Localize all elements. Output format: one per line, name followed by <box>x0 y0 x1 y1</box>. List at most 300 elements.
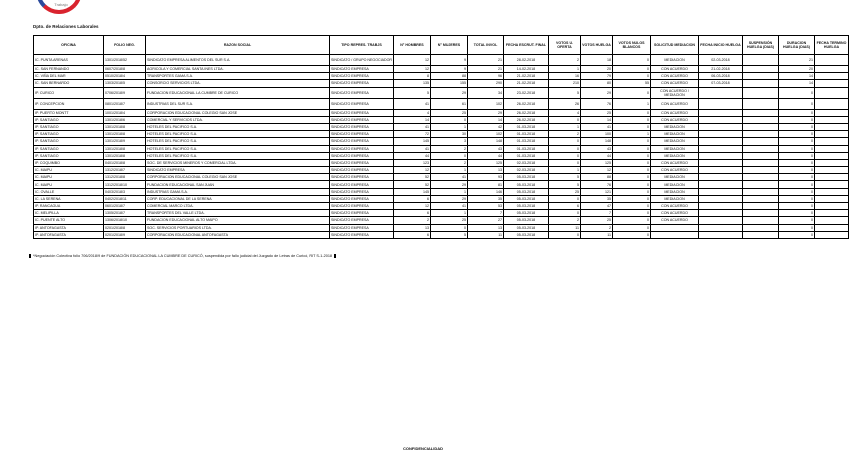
table-cell: IP. PUERTO MONTT <box>34 109 104 116</box>
table-cell: 0201/2018/8 <box>104 224 146 231</box>
table-cell: 21-02-2018 <box>504 80 549 87</box>
table-cell: 0403/2018/3 <box>104 188 146 195</box>
column-header: TIPO REPRES. TRABJS <box>330 36 394 55</box>
table-cell <box>699 203 743 210</box>
table-cell: AGRICOLA Y COMERCIAL SANTA INES LTDA. <box>146 66 330 73</box>
table-cell: 21 <box>468 66 504 73</box>
table-cell: IC. PUENTE ALTO <box>34 217 104 224</box>
table-cell: 2 <box>431 145 468 152</box>
table-cell: 0 <box>779 116 815 123</box>
table-cell: 25 <box>431 109 468 116</box>
table-cell: 102 <box>468 131 504 138</box>
table-row <box>34 55 849 66</box>
column-header: TOTAL INVOL <box>468 36 504 55</box>
column-header: VOTOS NULOS BLANCOS <box>613 36 651 55</box>
table-cell: 05-03-2018 <box>504 174 549 181</box>
table-row <box>34 66 849 73</box>
table-cell: 0 <box>613 109 651 116</box>
table-cell <box>699 145 743 152</box>
table-cell: 7 <box>581 210 613 217</box>
table-cell <box>815 55 849 66</box>
table-cell: 9 <box>431 55 468 66</box>
table-cell: 125 <box>468 159 504 166</box>
direccion-del-trabajo-logo <box>34 0 88 18</box>
table-cell <box>815 167 849 174</box>
table-cell: 0 <box>549 231 581 238</box>
table-cell <box>815 210 849 217</box>
table-cell: 145 <box>394 188 431 195</box>
column-header: SUSPENSIÓN HUELGA (DIAS) <box>743 36 779 55</box>
table-cell: CONSORCIO SERVICIOS LTDA. <box>146 80 330 87</box>
table-cell: 0 <box>613 231 651 238</box>
table-cell: IC. LA SERENA <box>34 195 104 202</box>
table-cell <box>815 181 849 188</box>
table-cell <box>815 159 849 166</box>
table-cell: 47 <box>581 203 613 210</box>
table-cell: 4 <box>549 109 581 116</box>
column-header: FOLIO NEG. <box>104 36 146 55</box>
table-cell: 41 <box>431 174 468 181</box>
table-cell: IP. COQUIMBO <box>34 159 104 166</box>
table-cell: 0706/2018/9 <box>104 87 146 98</box>
table-cell: MEDIACION <box>651 55 699 66</box>
table-cell: 05-03-2018 <box>504 181 549 188</box>
table-cell: IP. SANTIAGO <box>34 138 104 145</box>
table-cell: 05-03-2018 <box>504 210 549 217</box>
table-cell: 13 <box>394 224 431 231</box>
table-cell: 0402/2018/11 <box>104 195 146 202</box>
table-cell: 14 <box>468 116 504 123</box>
table-cell: SINDICATO EMPRESA <box>146 167 330 174</box>
table-cell: 05-03-2018 <box>504 231 549 238</box>
table-cell <box>815 138 849 145</box>
table-cell: 123 <box>394 159 431 166</box>
table-cell: 0 <box>779 188 815 195</box>
page-footer: CONFIDENCIALIDAD <box>403 446 443 451</box>
table-cell: SINDICATO EMPRESA <box>330 123 394 130</box>
table-cell: 2 <box>431 159 468 166</box>
table-cell: 26-02-2018 <box>504 98 549 109</box>
column-header: RAZON SOCIAL <box>146 36 330 55</box>
table-cell: 0 <box>779 152 815 159</box>
table-cell: SINDICATO EMPRESA <box>330 66 394 73</box>
table-cell: 26-02-2018 <box>504 109 549 116</box>
table-cell: SINDICATO EMPRESA <box>330 98 394 109</box>
table-cell: 29 <box>431 195 468 202</box>
table-row <box>34 152 849 159</box>
table-cell <box>815 98 849 109</box>
table-cell: 9 <box>431 66 468 73</box>
table-cell: IC. OVALLE <box>34 188 104 195</box>
table-cell <box>815 174 849 181</box>
table-cell: 135 <box>394 80 431 87</box>
table-cell: 14 <box>779 73 815 80</box>
table-cell: 35 <box>581 195 613 202</box>
table-row <box>34 181 849 188</box>
table-cell: 1303/2018/5 <box>104 80 146 87</box>
table-cell: 0 <box>779 131 815 138</box>
table-cell: SINDICATO / GRUPO NEGOCIADOR <box>330 55 394 66</box>
table-cell: 0 <box>779 203 815 210</box>
table-cell: MEDIACION <box>651 131 699 138</box>
table-cell <box>815 109 849 116</box>
table-cell: 0 <box>613 224 651 231</box>
table-cell <box>699 98 743 109</box>
table-cell: MEDIACION <box>651 181 699 188</box>
table-cell: 20 <box>581 66 613 73</box>
table-cell: IC. SAN FERNANDO <box>34 66 104 73</box>
table-cell <box>699 123 743 130</box>
table-cell: 0 <box>613 217 651 224</box>
table-cell: 1312/2018/10 <box>104 181 146 188</box>
table-cell: IC. MAIPU <box>34 181 104 188</box>
table-cell: 21-02-2018 <box>699 66 743 73</box>
table-cell: 0 <box>779 123 815 130</box>
table-cell: SINDICATO EMPRESA ALIMENTOS DEL SUR S.A. <box>146 55 330 66</box>
table-cell: 27 <box>468 217 504 224</box>
table-cell: 02-03-2018 <box>504 167 549 174</box>
table-cell: 0 <box>779 224 815 231</box>
table-cell <box>743 159 779 166</box>
table-cell: 0 <box>779 109 815 116</box>
table-cell: 05-03-2018 <box>504 224 549 231</box>
table-cell <box>743 55 779 66</box>
table-cell: 34 <box>468 87 504 98</box>
table-cell: 14-02-2018 <box>504 66 549 73</box>
table-cell <box>743 174 779 181</box>
table-cell: 72 <box>394 131 431 138</box>
table-cell: SINDICATO EMPRESA <box>330 203 394 210</box>
table-cell: 14 <box>394 116 431 123</box>
table-cell: 30 <box>431 131 468 138</box>
table-cell: 1301/2018/8 <box>104 145 146 152</box>
table-cell: MEDIACION <box>651 152 699 159</box>
table-cell: 0401/2018/8 <box>104 159 146 166</box>
table-cell: SINDICATO EMPRESA <box>330 167 394 174</box>
table-cell: 1 <box>549 123 581 130</box>
table-cell: IP. ANTOFAGASTA <box>34 224 104 231</box>
table-cell: 93 <box>468 174 504 181</box>
table-cell: CON ACUERDO <box>651 109 699 116</box>
table-cell: 23-02-2018 <box>504 87 549 98</box>
table-cell: 0 <box>613 195 651 202</box>
table-cell: 01-03-2018 <box>504 131 549 138</box>
table-cell <box>699 87 743 98</box>
table-cell: 1 <box>549 66 581 73</box>
table-cell: 0 <box>613 167 651 174</box>
table-cell: CON ACUERDO <box>651 217 699 224</box>
table-cell: CON ACUERDO <box>651 167 699 174</box>
table-cell: IC. PUNTA ARENAS <box>34 55 104 66</box>
table-cell: 1 <box>431 188 468 195</box>
table-cell: INDUSTRIAS DEL SUR S.A. <box>146 98 330 109</box>
table-cell: 20 <box>779 66 815 73</box>
table-cell: 0 <box>779 181 815 188</box>
table-cell <box>743 188 779 195</box>
table-cell: 11 <box>468 231 504 238</box>
table-cell: 1301/2018/8 <box>104 131 146 138</box>
table-cell <box>699 159 743 166</box>
table-cell <box>651 231 699 238</box>
table-cell: HOTELES DEL PACIFICO S.A. <box>146 145 330 152</box>
table-cell: 14 <box>581 116 613 123</box>
table-cell: 0 <box>549 210 581 217</box>
table-cell: 44 <box>581 152 613 159</box>
column-header: FECHA TERMINO HUELGA <box>815 36 849 55</box>
table-cell: CON ACUERDO <box>651 210 699 217</box>
table-cell: 61 <box>431 98 468 109</box>
table-cell: 148 <box>468 138 504 145</box>
table-cell <box>743 98 779 109</box>
table-cell: 0 <box>613 174 651 181</box>
table-cell <box>743 109 779 116</box>
table-cell: 0 <box>431 224 468 231</box>
logo-line-2: Trabajo <box>54 2 68 7</box>
table-cell: HOTELES DEL PACIFICO S.A. <box>146 138 330 145</box>
table-cell: 79 <box>581 73 613 80</box>
table-cell: 0607/2018/8 <box>104 66 146 73</box>
table-cell: 1305/2018/7 <box>104 210 146 217</box>
table-cell: 7 <box>468 210 504 217</box>
table-row <box>34 188 849 195</box>
table-cell: CORP. EDUCACIONAL DE LA SERENA <box>146 195 330 202</box>
table-cell <box>699 116 743 123</box>
table-cell: 05-03-2018 <box>504 203 549 210</box>
table-cell <box>743 152 779 159</box>
footnote: *Negociación Colectiva folio 706/2018/9 de FUNDACIÓN EDUCACIONAL LA CUMBRE DE CURICÓ, suspendida por fallo judicial del Juzgado de Letras de Curicó, RIT S-1-2018 <box>29 254 336 258</box>
table-cell: 0 <box>613 123 651 130</box>
table-cell: 6 <box>394 195 431 202</box>
table-cell <box>699 138 743 145</box>
table-cell: 1 <box>613 131 651 138</box>
table-cell: 25 <box>581 109 613 116</box>
column-header: VOTOS HUELGA <box>581 36 613 55</box>
table-cell: 290 <box>468 80 504 87</box>
table-cell <box>743 131 779 138</box>
table-row <box>34 195 849 202</box>
table-cell <box>815 224 849 231</box>
table-cell: 12 <box>394 55 431 66</box>
table-cell: 29 <box>468 109 504 116</box>
table-cell: 02-03-2018 <box>504 159 549 166</box>
table-cell <box>743 87 779 98</box>
table-cell: 100 <box>581 131 613 138</box>
table-cell: SINDICATO EMPRESA <box>330 80 394 87</box>
table-cell: 1001/2018/4 <box>104 109 146 116</box>
table-cell: COMERCIAL Y SERVICIOS LTDA. <box>146 116 330 123</box>
table-cell <box>743 167 779 174</box>
table-cell: 0 <box>779 167 815 174</box>
table-cell: MEDIACION <box>651 195 699 202</box>
table-cell <box>815 145 849 152</box>
logo-line-1 <box>34 0 88 1</box>
table-cell <box>815 116 849 123</box>
table-cell <box>743 145 779 152</box>
table-cell: 06-03-2018 <box>699 73 743 80</box>
table-cell: 21 <box>468 55 504 66</box>
table-cell: 12 <box>394 167 431 174</box>
table-cell: IC. MELIPILLA <box>34 210 104 217</box>
table-cell: 5 <box>549 181 581 188</box>
table-cell: 0201/2018/9 <box>104 231 146 238</box>
table-row <box>34 224 849 231</box>
table-cell: 96 <box>468 73 504 80</box>
table-cell <box>743 231 779 238</box>
table-row <box>34 217 849 224</box>
table-cell: 1301/2018/52 <box>104 55 146 66</box>
table-cell: 26-02-2018 <box>504 116 549 123</box>
table-cell <box>815 217 849 224</box>
table-cell <box>815 152 849 159</box>
table-cell <box>815 195 849 202</box>
table-cell: FUNDACION EDUCACIONAL LA CUMBRE DE CURICO <box>146 87 330 98</box>
table-cell: 0 <box>613 159 651 166</box>
table-cell: 0 <box>613 116 651 123</box>
table-cell: CON ACUERDO / MEDIACION <box>651 87 699 98</box>
table-cell <box>699 152 743 159</box>
table-cell <box>815 80 849 87</box>
table-cell: 0 <box>613 188 651 195</box>
table-cell <box>743 73 779 80</box>
table-cell <box>815 231 849 238</box>
table-cell: 01-03-2018 <box>504 145 549 152</box>
table-cell: 43 <box>581 145 613 152</box>
table-cell: 44 <box>468 152 504 159</box>
table-cell: 0 <box>613 145 651 152</box>
table-cell: SINDICATO EMPRESA <box>330 217 394 224</box>
table-cell: 52 <box>394 181 431 188</box>
table-cell: 1 <box>431 210 468 217</box>
table-cell: 0 <box>549 159 581 166</box>
table-cell <box>699 131 743 138</box>
table-cell: 5 <box>549 174 581 181</box>
table-cell <box>743 80 779 87</box>
table-cell: IP. RANCAGUA <box>34 203 104 210</box>
table-cell: 125 <box>581 159 613 166</box>
table-cell: 145 <box>394 138 431 145</box>
table-cell <box>699 188 743 195</box>
table-cell: 1301/2018/8 <box>104 152 146 159</box>
table-cell: 8 <box>394 73 431 80</box>
table-cell: 05-03-2018 <box>504 217 549 224</box>
table-cell: MEDIACION <box>651 174 699 181</box>
table-cell: 121 <box>581 188 613 195</box>
table-cell: SINDICATO EMPRESA <box>330 109 394 116</box>
table-cell: 5 <box>549 87 581 98</box>
table-cell <box>743 116 779 123</box>
table-cell <box>815 66 849 73</box>
column-header: DURACION HUELGA (DIAS) <box>779 36 815 55</box>
table-row <box>34 210 849 217</box>
table-cell: SINDICATO EMPRESA <box>330 174 394 181</box>
table-cell: CON ACUERDO <box>651 203 699 210</box>
table-cell: 6 <box>394 210 431 217</box>
table-cell: SINDICATO EMPRESA <box>330 195 394 202</box>
table-cell: 0 <box>613 55 651 66</box>
table-cell <box>699 231 743 238</box>
table-cell: MEDIACION <box>651 145 699 152</box>
table-cell: IP. SANTIAGO <box>34 145 104 152</box>
table-cell: CON ACUERDO <box>651 73 699 80</box>
table-cell <box>815 131 849 138</box>
table-cell: 102 <box>468 98 504 109</box>
table-cell: 05-03-2018 <box>504 195 549 202</box>
table-cell: FUNDACION EDUCACIONAL ALTO MAIPO <box>146 217 330 224</box>
table-cell: 1 <box>549 167 581 174</box>
table-cell: 76 <box>581 98 613 109</box>
table-cell: 12 <box>394 203 431 210</box>
table-cell: SINDICATO EMPRESA <box>330 152 394 159</box>
table-cell: 53 <box>468 203 504 210</box>
table-cell: 16 <box>549 73 581 80</box>
table-cell: 55 <box>613 80 651 87</box>
table-cell: SOC. SERVICIOS PORTUARIOS LTDA. <box>146 224 330 231</box>
table-row <box>34 231 849 238</box>
table-cell: SINDICATO EMPRESA <box>330 73 394 80</box>
table-row <box>34 159 849 166</box>
table-cell: 12 <box>581 167 613 174</box>
table-cell: 0 <box>613 138 651 145</box>
table-cell: 41 <box>394 98 431 109</box>
column-header: N° MUJERES <box>431 36 468 55</box>
table-cell <box>743 224 779 231</box>
table-cell: 155 <box>431 80 468 87</box>
table-cell: 5 <box>394 87 431 98</box>
table-row <box>34 145 849 152</box>
table-cell: IP. ANTOFAGASTA <box>34 231 104 238</box>
table-cell: 1306/2018/10 <box>104 217 146 224</box>
table-cell: 148 <box>581 138 613 145</box>
table-cell <box>743 66 779 73</box>
table-cell: SINDICATO EMPRESA <box>330 116 394 123</box>
table-cell <box>743 203 779 210</box>
table-cell: SINDICATO EMPRESA <box>330 138 394 145</box>
table-cell: CON ACUERDO <box>651 80 699 87</box>
table-cell: SINDICATO EMPRESA <box>330 181 394 188</box>
table-cell: 1312/2018/7 <box>104 167 146 174</box>
table-cell: IP. SANTIAGO <box>34 152 104 159</box>
table-cell: 0 <box>779 231 815 238</box>
table-cell: CON ACUERDO <box>651 159 699 166</box>
table-cell: CORPORACION EDUCACIONAL COLEGIO SAN JOSE <box>146 109 330 116</box>
table-row <box>34 80 849 87</box>
table-cell: HOTELES DEL PACIFICO S.A. <box>146 123 330 130</box>
table-cell: 43 <box>468 145 504 152</box>
table-cell: CON ACUERDO <box>651 98 699 109</box>
table-cell: TRANSPORTES GAMA S.A. <box>146 73 330 80</box>
table-row <box>34 109 849 116</box>
table-cell: CON ACUERDO <box>651 116 699 123</box>
table-cell: SINDICATO EMPRESA <box>330 224 394 231</box>
table-cell: 44 <box>394 152 431 159</box>
table-cell: 41 <box>394 145 431 152</box>
table-cell: 0 <box>779 217 815 224</box>
table-cell: INDUSTRIAS GAMA S.A. <box>146 188 330 195</box>
column-header: VOTOS U. OFERTA <box>549 36 581 55</box>
table-cell <box>743 181 779 188</box>
column-header: OFICINA <box>34 36 104 55</box>
table-cell: 81 <box>468 181 504 188</box>
table-cell: 29 <box>431 87 468 98</box>
table-cell: SOC. DE SERVICIOS MINEROS Y COMERCIAL LTDA. <box>146 159 330 166</box>
table-cell: 13 <box>468 224 504 231</box>
table-cell: 2 <box>549 217 581 224</box>
column-header: FECHA ESCRUT. FINAL <box>504 36 549 55</box>
table-cell: 02-03-2018 <box>699 55 743 66</box>
table-row <box>34 174 849 181</box>
table-cell: 0510/2018/4 <box>104 73 146 80</box>
table-cell: 0 <box>613 152 651 159</box>
